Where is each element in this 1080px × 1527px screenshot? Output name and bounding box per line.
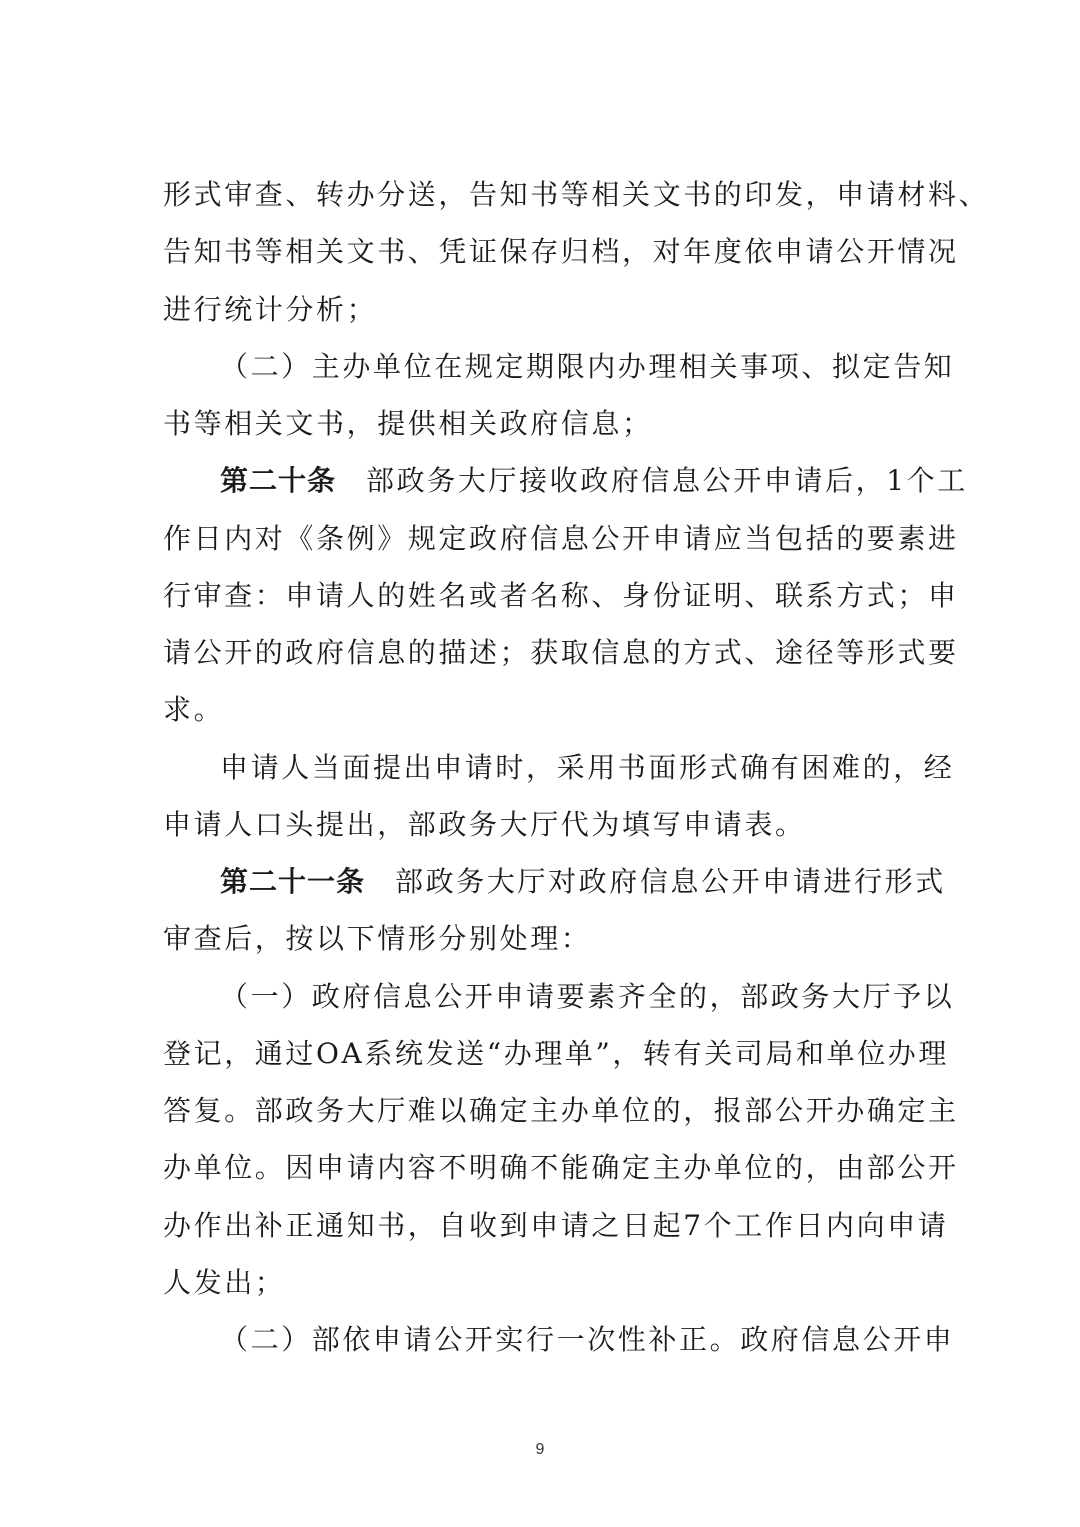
- text-line: 形式审查、转办分送，告知书等相关文书的印发，申请材料、: [163, 178, 990, 211]
- text-line: （一）政府信息公开申请要素齐全的，部政务大厅予以: [220, 980, 955, 1013]
- page-number: 9: [535, 1441, 545, 1458]
- text-line: 答复。部政务大厅难以确定主办单位的，报部公开办确定主: [163, 1094, 959, 1127]
- article-20-heading: 第二十条: [220, 464, 337, 497]
- text-line: 行审查：申请人的姓名或者名称、身份证明、联系方式；申: [163, 579, 959, 612]
- text-line: 进行统计分析；: [163, 293, 378, 326]
- text-line: （二）主办单位在规定期限内办理相关事项、拟定告知: [220, 350, 955, 383]
- text-line: 申请人口头提出，部政务大厅代为填写申请表。: [163, 808, 806, 841]
- text-line: 告知书等相关文书、凭证保存归档，对年度依申请公开情况: [163, 235, 959, 268]
- text-line: 申请人当面提出申请时，采用书面形式确有困难的，经: [220, 751, 955, 784]
- text-line: 办单位。因申请内容不明确不能确定主办单位的，由部公开: [163, 1151, 959, 1184]
- text-line: 人发出；: [163, 1266, 286, 1299]
- text-line: （二）部依申请公开实行一次性补正。政府信息公开申: [220, 1323, 955, 1356]
- text-line: 审查后，按以下情形分别处理：: [163, 922, 592, 955]
- text-line: 登记，通过OA系统发送“办理单”，转有关司局和单位办理: [163, 1037, 950, 1070]
- text-line: 请公开的政府信息的描述；获取信息的方式、途径等形式要: [163, 636, 959, 669]
- text-line: 求。: [163, 693, 225, 726]
- text-line: 书等相关文书，提供相关政府信息；: [163, 407, 653, 440]
- article-20-first-line: [220, 461, 968, 501]
- text-line: 作日内对《条例》规定政府信息公开申请应当包括的要素进: [163, 522, 959, 555]
- text-line: 部政务大厅接收政府信息公开申请后，1个工: [366, 464, 968, 497]
- text-line: 办作出补正通知书，自收到申请之日起7个工作日内向申请: [163, 1209, 949, 1242]
- article-21-first-line: [220, 862, 946, 902]
- text-line: 部政务大厅对政府信息公开申请进行形式: [395, 865, 946, 898]
- article-21-heading: 第二十一条: [220, 865, 366, 898]
